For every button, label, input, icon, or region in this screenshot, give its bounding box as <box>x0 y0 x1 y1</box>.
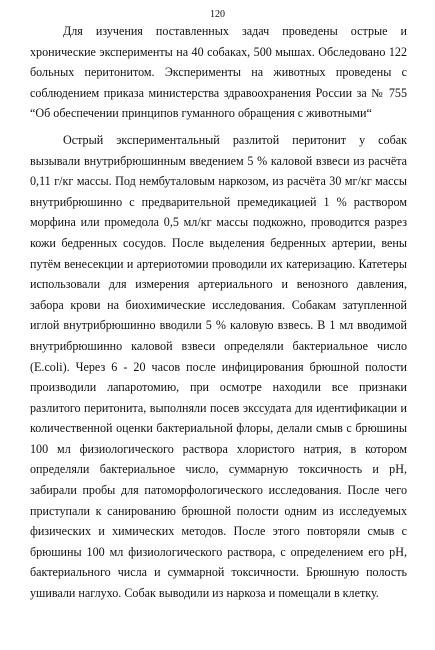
page-number: 120 <box>210 9 225 20</box>
body-text <box>30 21 407 604</box>
paragraph-experimental-peritonitis: Острый экспериментальный разлитой перитонит у собак вызывали внутрибрюшинным введением 5 % каловой взвеси из расчёта 0,11 г/кг массы. Под нембуталовым наркозом, из расчёта 30 мг/кг массы внутрибрюшинно с предварительной премедикацией 1 % раствором морфина или промедола 0,5 мл/кг массы подкожно, проводится разрез кожи бедренных сосудов. После выделения бедренных артерии, вены путём венесекции и артериотомии проводили их катеризацию. Катетеры использовали для измерения артериального и венозного давления, забора крови на биохимические исследования. Собакам затупленной иглой внутрибрюшинно вводили 5 % каловую взвесь. В 1 мл вводимой внутрибрюшинно каловой взвеси определяли бактериальное число (E.coli). Через 6 - 20 часов после инфицирования брюшной полости производили лапаротомию, при осмотре находили все признаки разлитого перитонита, выполняли посев экссудата для идентификации и количественной оценки бактериальной флоры, делали смыв с брюшины 100 мл физиологического раствора хлористого натрия, в котором определяли бактериальное число, суммарную токсичность и pH, забирали пробы для патоморфологического исследования. После чего приступали к санированию брюшной полости одним из исследуемых физических и химических методов. После этого повторяли смыв с брюшины 100 мл физиологического раствора, с определением его pH, бактериального числа и суммарной токсичности. Брюшную полость ушивали наглухо. Собак выводили из наркоза и помещали в клетку. <box>30 132 407 601</box>
paragraph-study-design: Для изучения поставленных задач проведены острые и хронические эксперименты на 40 собаках, 500 мышах. Обследовано 122 больных перитонитом. Эксперименты на животных проведены с соблюдением приказа министерства здравоохранения России за № 755 “Об обеспечении принципов гуманного обращения с животными“ <box>30 24 407 121</box>
